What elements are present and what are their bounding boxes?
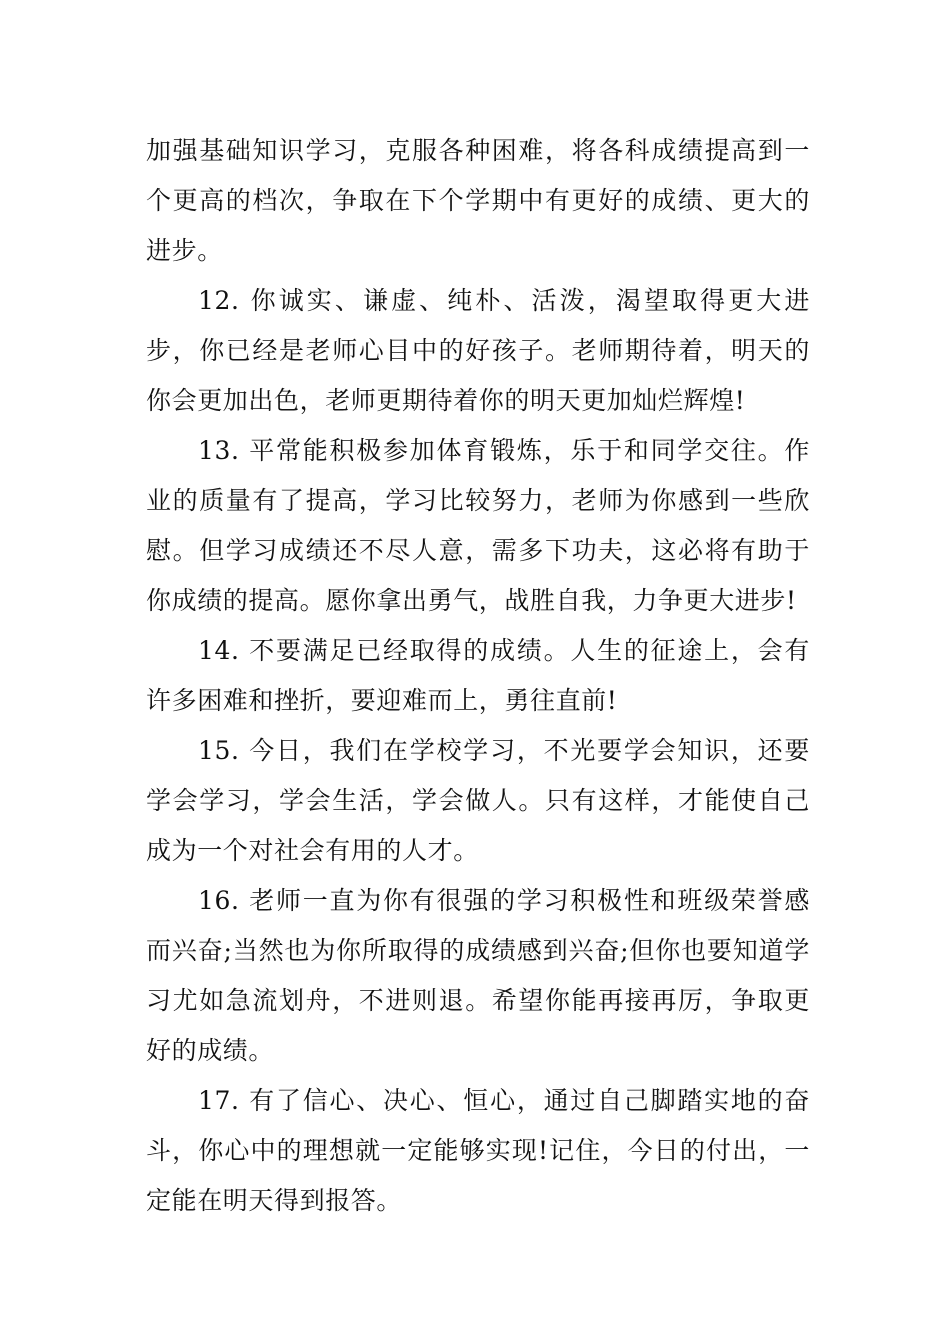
document-body [146,126,810,1226]
paragraph-14: 14. 不要满足已经取得的成绩。人生的征途上，会有许多困难和挫折，要迎难而上，勇往直前! [146,636,810,715]
paragraph-12: 12. 你诚实、谦虚、纯朴、活泼，渴望取得更大进步，你已经是老师心目中的好孩子。老师期待着，明天的你会更加出色，老师更期待着你的明天更加灿烂辉煌! [146,286,810,415]
paragraph-16: 16. 老师一直为你有很强的学习积极性和班级荣誉感而兴奋;当然也为你所取得的成绩感到兴奋;但你也要知道学习尤如急流划舟，不进则退。希望你能再接再厉，争取更好的成绩。 [146,886,810,1065]
paragraph-continuation: 加强基础知识学习，克服各种困难，将各科成绩提高到一个更高的档次，争取在下个学期中有更好的成绩、更大的进步。 [146,136,810,265]
paragraph-13: 13. 平常能积极参加体育锻炼，乐于和同学交往。作业的质量有了提高，学习比较努力，老师为你感到一些欣慰。但学习成绩还不尽人意，需多下功夫，这必将有助于你成绩的提高。愿你拿出勇气，战胜自我，力争更大进步! [146,436,810,615]
paragraph-17: 17. 有了信心、决心、恒心，通过自己脚踏实地的奋斗，你心中的理想就一定能够实现!记住，今日的付出，一定能在明天得到报答。 [146,1086,810,1215]
paragraph-15: 15. 今日，我们在学校学习，不光要学会知识，还要学会学习，学会生活，学会做人。只有这样，才能使自己成为一个对社会有用的人才。 [146,736,810,865]
